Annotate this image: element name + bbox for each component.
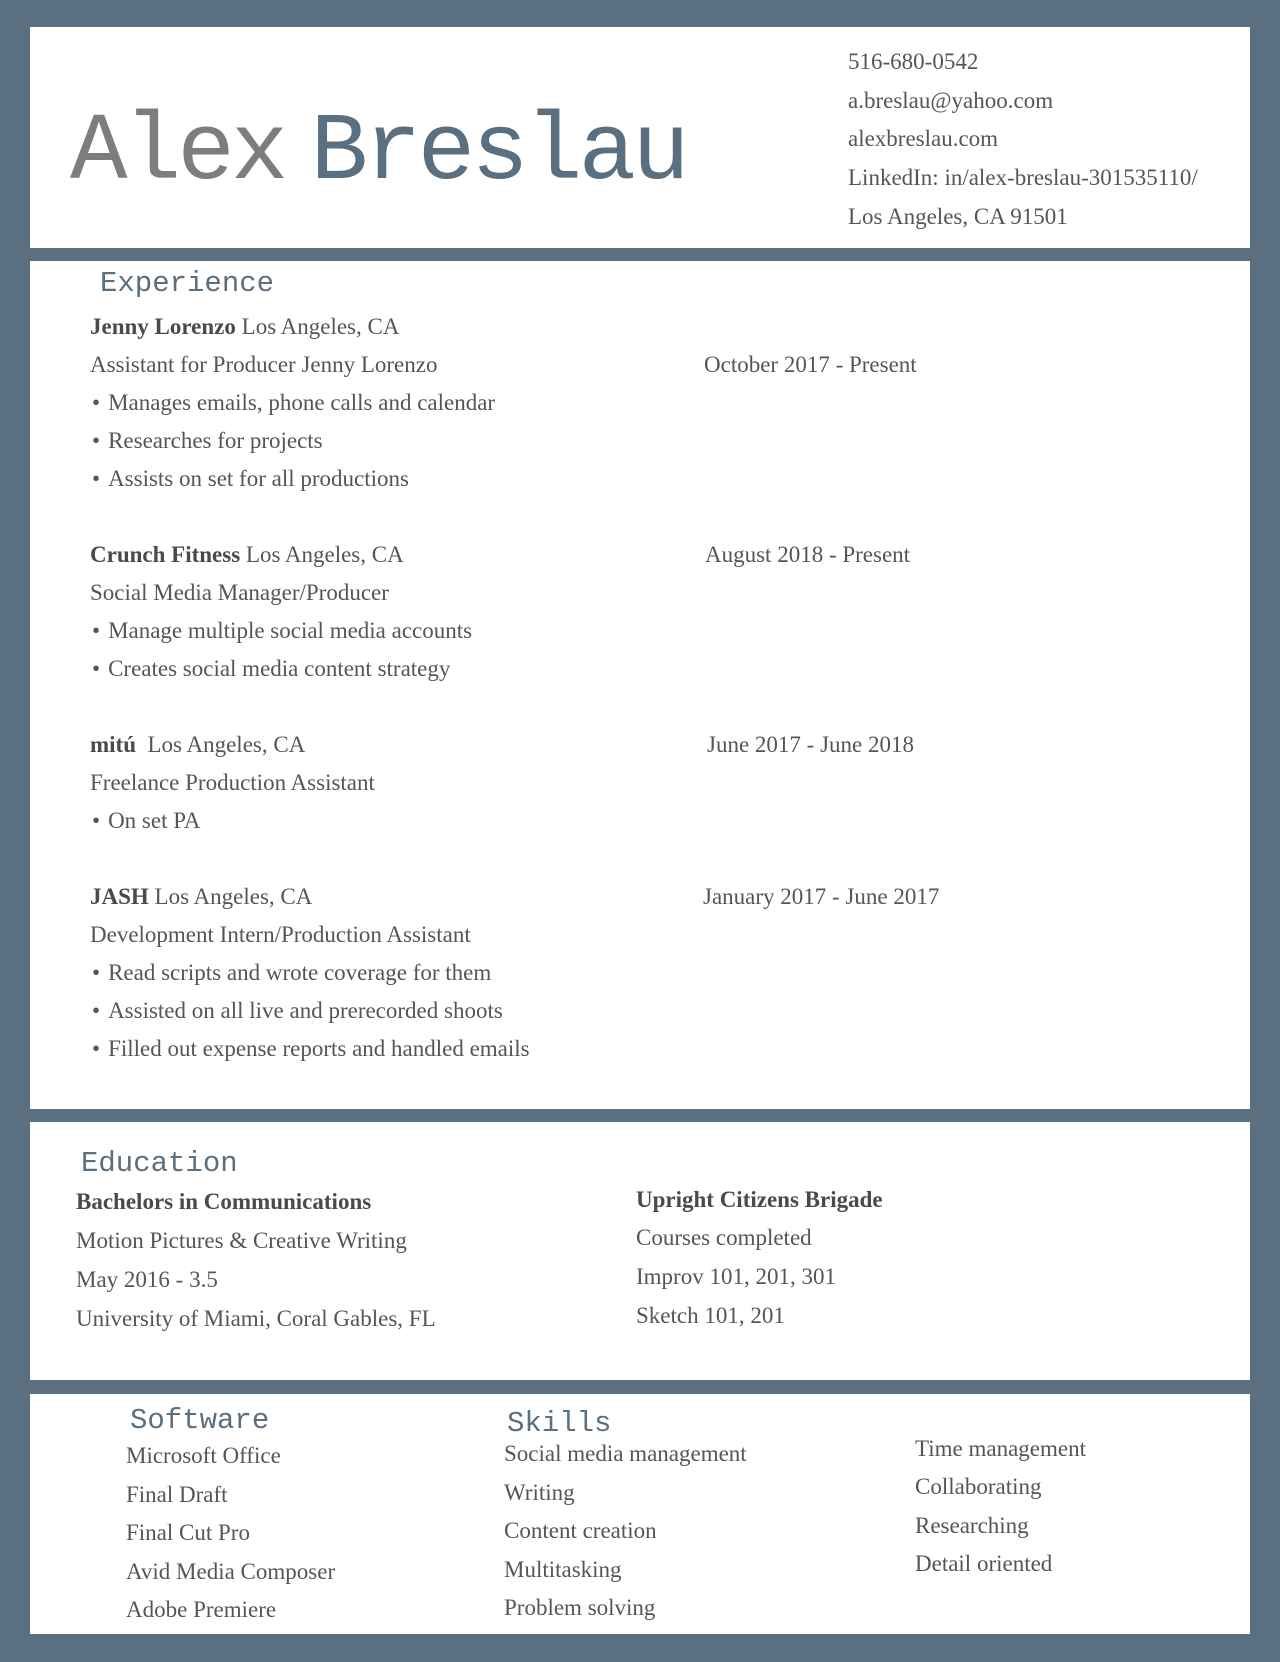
- contact-phone: 516-680-0542: [848, 49, 979, 74]
- candidate-name: [70, 98, 686, 207]
- skill-item: Social media management: [504, 1441, 747, 1466]
- job-dates: June 2017 - June 2018: [707, 732, 914, 757]
- other-education-detail: Courses completed: [636, 1225, 812, 1250]
- job-bullet: • Assists on set for all productions: [92, 467, 409, 490]
- degree-detail: University of Miami, Coral Gables, FL: [76, 1306, 436, 1331]
- job-header: [90, 315, 399, 338]
- skill-item: Time management: [915, 1436, 1086, 1461]
- job-location: Los Angeles, CA: [241, 314, 400, 339]
- skill-item: Collaborating: [915, 1474, 1042, 1499]
- skill-item: Problem solving: [504, 1595, 656, 1620]
- job-bullet: • Assisted on all live and prerecorded shoots: [92, 999, 503, 1022]
- experience-heading: Experience: [100, 267, 275, 300]
- contact-website: alexbreslau.com: [848, 126, 999, 151]
- contact-email: a.breslau@yahoo.com: [848, 88, 1054, 113]
- job-location: Los Angeles, CA: [154, 884, 313, 909]
- software-item: Final Draft: [126, 1482, 228, 1507]
- last-name: Breslau: [310, 98, 686, 207]
- education-panel: [30, 1122, 1250, 1380]
- job-role: Development Intern/Production Assistant: [90, 922, 471, 947]
- degree-detail: Motion Pictures & Creative Writing: [76, 1228, 407, 1253]
- header-panel: [30, 27, 1250, 248]
- job-bullet: • Manages emails, phone calls and calendar: [92, 391, 495, 414]
- skill-item: Detail oriented: [915, 1551, 1053, 1576]
- degree: Bachelors in Communications: [76, 1189, 372, 1214]
- education-heading: Education: [81, 1147, 238, 1180]
- job-bullet: • Read scripts and wrote coverage for them: [92, 961, 491, 984]
- job-header: [90, 733, 305, 756]
- employer: Crunch Fitness: [90, 542, 241, 567]
- job-dates: January 2017 - June 2017: [703, 884, 940, 909]
- job-location: Los Angeles, CA: [245, 542, 404, 567]
- job-header: [90, 543, 404, 566]
- job-role: Social Media Manager/Producer: [90, 580, 389, 605]
- skill-item: Multitasking: [504, 1557, 622, 1582]
- skills-heading: Skills: [507, 1407, 612, 1440]
- software-item: Adobe Premiere: [126, 1597, 277, 1622]
- software-item: Avid Media Composer: [126, 1559, 336, 1584]
- software-item: Final Cut Pro: [126, 1520, 250, 1545]
- software-item: Microsoft Office: [126, 1443, 281, 1468]
- job-dates: October 2017 - Present: [704, 352, 917, 377]
- job-bullet: • On set PA: [92, 809, 201, 832]
- job-dates: August 2018 - Present: [705, 542, 911, 567]
- job-bullet: • Manage multiple social media accounts: [92, 619, 472, 642]
- contact-location: Los Angeles, CA 91501: [848, 204, 1068, 229]
- skills-panel: [30, 1394, 1250, 1634]
- job-bullet: • Filled out expense reports and handled emails: [92, 1037, 530, 1060]
- skill-item: Researching: [915, 1513, 1029, 1538]
- first-name: Alex: [70, 98, 285, 207]
- experience-panel: [30, 261, 1250, 1109]
- job-role: Assistant for Producer Jenny Lorenzo: [90, 352, 438, 377]
- job-header: [90, 885, 312, 908]
- job-role: Freelance Production Assistant: [90, 770, 375, 795]
- software-heading: Software: [130, 1404, 270, 1437]
- other-education-detail: Improv 101, 201, 301: [636, 1264, 836, 1289]
- job-bullet: • Creates social media content strategy: [92, 657, 450, 680]
- employer: Jenny Lorenzo: [90, 314, 236, 339]
- employer: JASH: [90, 884, 149, 909]
- contact-linkedin: LinkedIn: in/alex-breslau-301535110/: [848, 165, 1198, 190]
- skill-item: Writing: [504, 1480, 575, 1505]
- job-location: Los Angeles, CA: [147, 732, 306, 757]
- employer: mitú: [90, 732, 136, 757]
- other-education-detail: Sketch 101, 201: [636, 1303, 785, 1328]
- other-education: Upright Citizens Brigade: [636, 1187, 883, 1212]
- degree-detail: May 2016 - 3.5: [76, 1267, 218, 1292]
- skill-item: Content creation: [504, 1518, 657, 1543]
- job-bullet: • Researches for projects: [92, 429, 323, 452]
